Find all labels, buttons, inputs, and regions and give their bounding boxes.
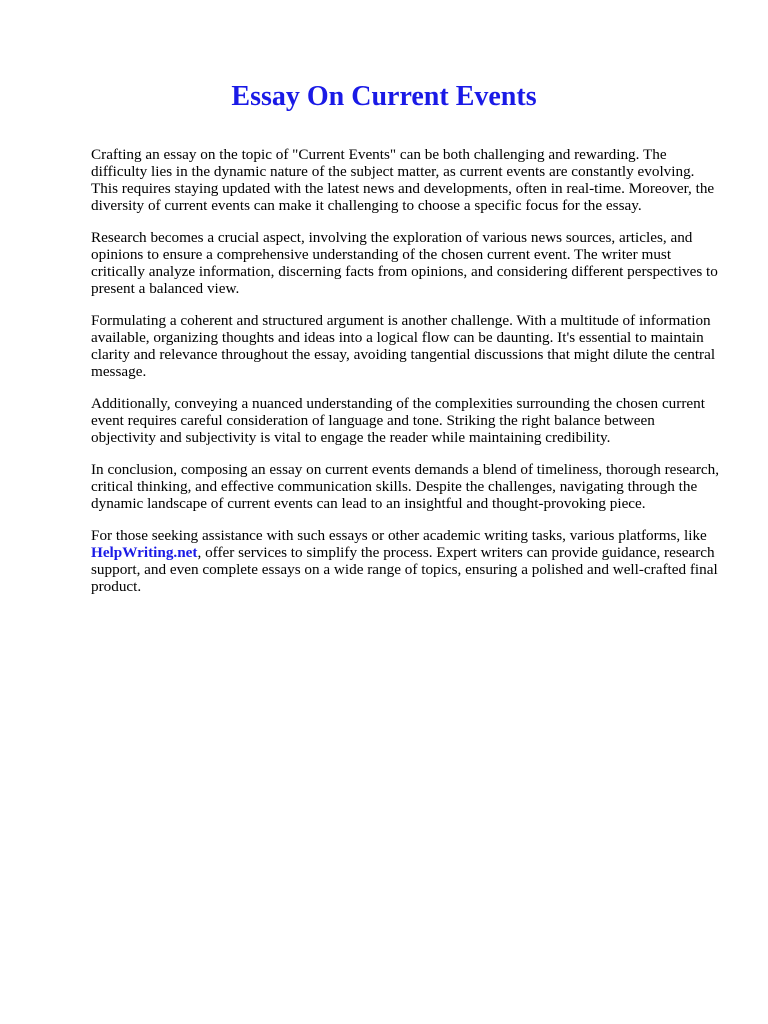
paragraph-research: Research becomes a crucial aspect, involving the exploration of various news sources, articles, and opinions to ensure a comprehensive understanding of the chosen current event. The writer must critically analyze information, discerning facts from opinions, and considering different perspectives to present a balanced view. [91,229,718,297]
helpwriting-link[interactable]: HelpWriting.net [91,544,198,561]
paragraph-language: Additionally, conveying a nuanced understanding of the complexities surrounding the chosen current event requires careful consideration of language and tone. Striking the right balance between objectivity and subjectivity is vital to engage the reader while maintaining credibility. [91,395,705,446]
paragraph-argument: Formulating a coherent and structured argument is another challenge. With a multitude of information available, organizing thoughts and ideas into a logical flow can be daunting. It's essential to maintain clarity and relevance throughout the essay, avoiding tangential discussions that might dilute the central message. [91,312,716,380]
document-title: Essay On Current Events [231,81,537,112]
closing-text-after-link: , offer services to simplify the process. Expert writers can provide guidance, research support, and even complete essays on a wide range of topics, ensuring a polished and well-crafted final product. [91,544,718,595]
document-body [91,146,723,610]
paragraph-conclusion: In conclusion, composing an essay on current events demands a blend of timeliness, thorough research, critical thinking, and effective communication skills. Despite the challenges, navigating through the dynamic landscape of current events can lead to an insightful and thought-provoking piece. [91,461,720,512]
closing-text-before-link: For those seeking assistance with such essays or other academic writing tasks, various platforms, like [91,527,707,544]
paragraph-closing [91,527,723,595]
paragraph-intro: Crafting an essay on the topic of "Current Events" can be both challenging and rewarding. The difficulty lies in the dynamic nature of the subject matter, as current events are constantly evolving. This requires staying updated with the latest news and developments, often in real-time. Moreover, the diversity of current events can make it challenging to choose a specific focus for the essay. [91,146,715,214]
